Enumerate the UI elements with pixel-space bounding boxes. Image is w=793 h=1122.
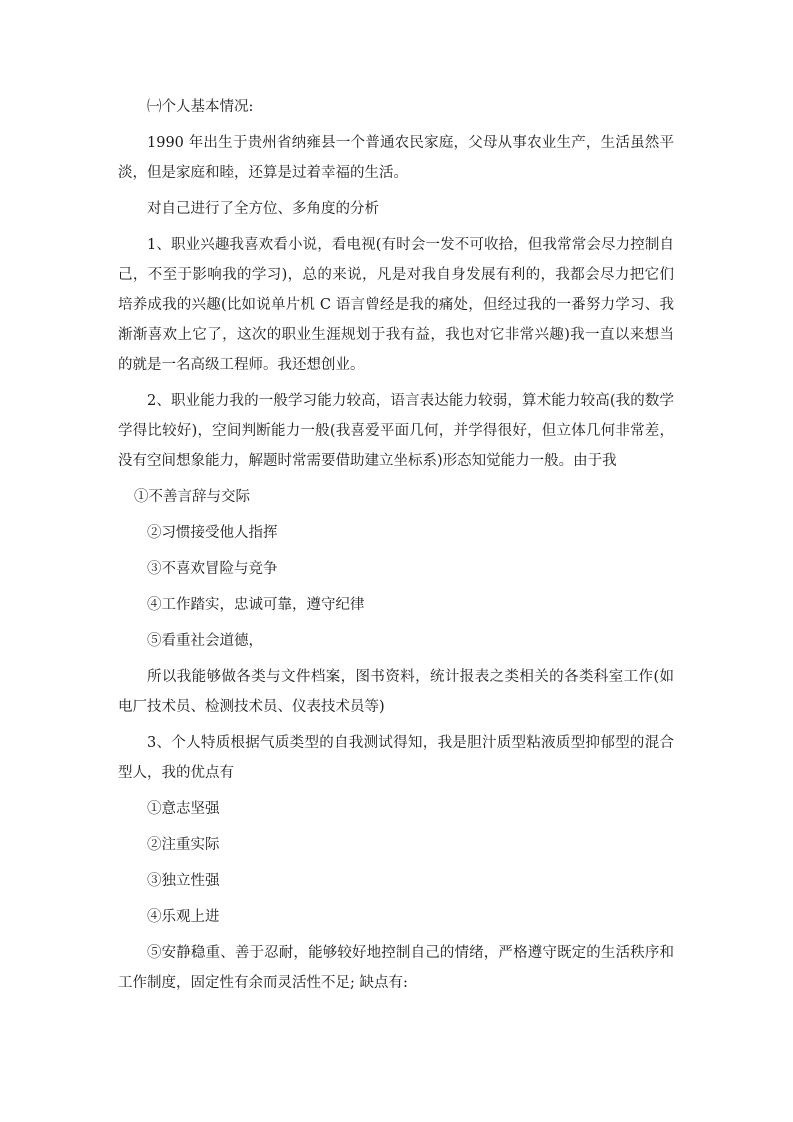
paragraph-strengths-weaknesses: ⑤安静稳重、善于忍耐，能够较好地控制自己的情绪，严格遵守既定的生活秩序和工作制度，固定性有余而灵活性不足; 缺点有: (118, 945, 674, 991)
paragraph-career-ability: 2、职业能力我的一般学习能力较高，语言表达能力较弱，算术能力较高(我的数学学得比较好)，空间判断能力一般(我喜爱平面几何，并学得很好，但立体几何非常差，没有空间想象能力，解题时常需要借助建立坐标系)形态知觉能力一般。由于我 (118, 393, 674, 469)
section-heading-personal-info: ㈠个人基本情况: (147, 99, 254, 115)
paragraph-suitable-jobs: 所以我能够做各类与文件档案，图书资料，统计报表之类相关的各类科室工作(如电厂技术员、检测技术员、仪表技术员等) (118, 669, 674, 715)
paragraph-personal-traits: 3、个人特质根据气质类型的自我测试得知，我是胆汁质型粘液质型抑郁型的混合型人，我的优点有 (118, 735, 674, 781)
paragraph-analysis-intro: 对自己进行了全方位、多角度的分析 (147, 201, 379, 217)
paragraph-career-interest: 1、职业兴趣我喜欢看小说，看电视(有时会一发不可收拾，但我常常会尽力控制自己，不至于影响我的学习)，总的来说，凡是对我自身发展有利的，我都会尽力把它们培养成我的兴趣(比如说单片机 C 语言曾经是我的痛处，但经过我的一番努力学习、我渐渐喜欢上它了，这次的职业生涯规划于我有益，我也对它非常兴趣)我一直以来想当的就是一名高级工程师。我还想创业。 (118, 237, 674, 373)
list-item: ④工作踏实，忠诚可靠，遵守纪律 (147, 597, 365, 613)
list-item: ⑤看重社会道德， (147, 633, 263, 649)
list-item: ②习惯接受他人指挥 (147, 525, 278, 541)
list-item: ④乐观上进 (147, 909, 220, 925)
list-item: ③不喜欢冒险与竞争 (147, 561, 278, 577)
list-item: ②注重实际 (147, 837, 220, 853)
list-item: ①意志坚强 (147, 801, 220, 817)
document-body (118, 92, 674, 1004)
list-item: ①不善言辞与交际 (134, 489, 250, 505)
paragraph-background: 1990 年出生于贵州省纳雍县一个普通农民家庭，父母从事农业生产，生活虽然平淡，但是家庭和睦，还算是过着幸福的生活。 (118, 135, 674, 181)
list-item: ③独立性强 (147, 873, 220, 889)
